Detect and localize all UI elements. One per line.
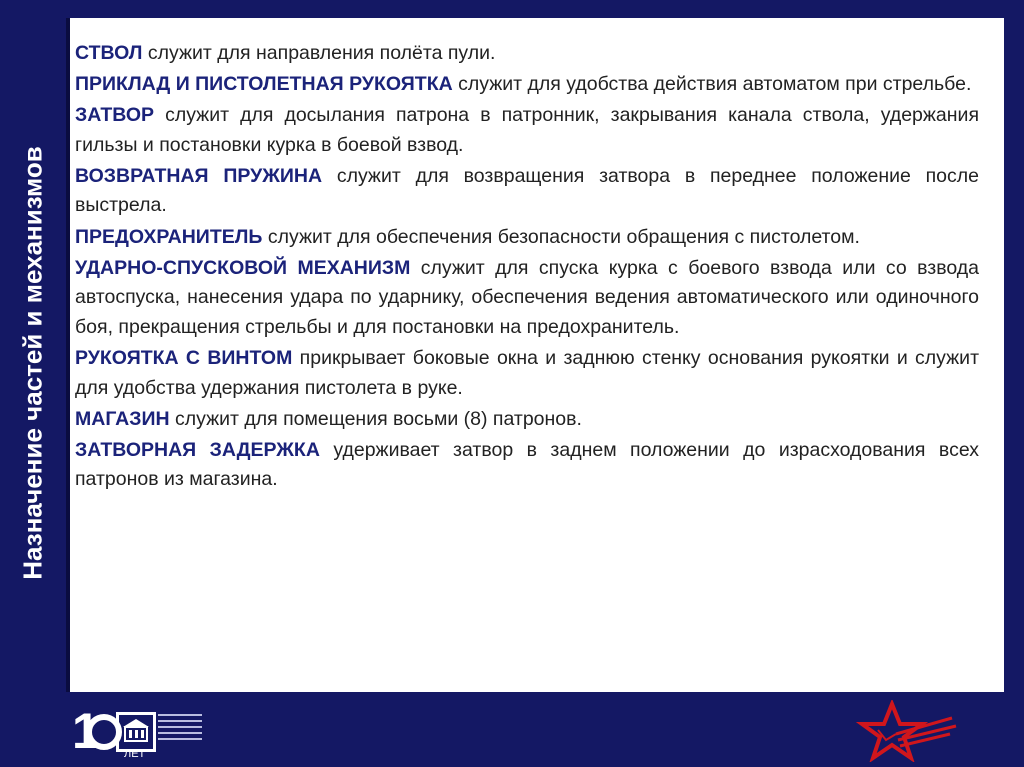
list-item bbox=[75, 344, 979, 403]
part-description: служит для возвращения затвора в переднее положение после выстрела. bbox=[75, 164, 979, 217]
part-name: ЗАТВОР bbox=[75, 104, 155, 127]
building-seal-icon bbox=[116, 712, 156, 752]
red-star-emblem bbox=[852, 700, 962, 762]
part-description: служит для досылания патрона в патронник, закрывания канала ствола, удержания гильзы и постановки курка в боевой взвод. bbox=[75, 104, 979, 156]
part-name: ПРЕДОХРАНИТЕЛЬ bbox=[75, 225, 263, 248]
part-name: ВОЗВРАТНАЯ ПРУЖИНА bbox=[75, 164, 323, 187]
part-name: ПРИКЛАД И ПИСТОЛЕТНАЯ РУКОЯТКА bbox=[75, 73, 453, 96]
logo-caption-lines bbox=[158, 714, 202, 744]
part-description: удерживает затвор в заднем положении до израсходования всех патронов из магазина. bbox=[75, 438, 979, 491]
star-icon bbox=[852, 700, 962, 762]
content-panel bbox=[66, 18, 1004, 692]
part-description: служит для направления полёта пули. bbox=[142, 42, 496, 64]
part-name: МАГАЗИН bbox=[75, 407, 170, 430]
part-name: РУКОЯТКА С ВИНТОМ bbox=[75, 346, 293, 369]
description-list bbox=[75, 39, 979, 496]
part-description: служит для удобства действия автоматом при стрельбе. bbox=[452, 73, 972, 96]
part-description: служит для помещения восьми (8) патронов. bbox=[169, 407, 582, 430]
list-item bbox=[75, 101, 979, 160]
side-bar bbox=[0, 0, 66, 692]
part-name: УДАРНО-СПУСКОВОЙ МЕХАНИЗМ bbox=[75, 256, 411, 279]
slide-title: Назначение частей и механизмов bbox=[17, 146, 48, 580]
list-item bbox=[75, 39, 979, 69]
university-anniversary-logo bbox=[72, 703, 168, 764]
part-name: СТВОЛ bbox=[75, 42, 143, 64]
list-item bbox=[75, 254, 979, 343]
list-item bbox=[75, 162, 979, 221]
part-description: служит для спуска курка с боевого взвода или со взвода автоспуска, нанесения удара по ударнику, обеспечения ведения автоматического или одиночного боя, прекращения стрельбы и для постановки на предохранитель. bbox=[75, 256, 979, 338]
list-item bbox=[75, 70, 979, 100]
logo-years: ЛЕТ bbox=[124, 748, 146, 760]
part-description: прикрывает боковые окна и заднюю стенку основания рукоятки и служит для удобства удержания пистолета в руке. bbox=[75, 346, 980, 399]
part-description: служит для обеспечения безопасности обращения с пистолетом. bbox=[262, 225, 860, 248]
list-item bbox=[75, 405, 979, 435]
list-item bbox=[75, 223, 979, 253]
list-item bbox=[75, 436, 979, 495]
part-name: ЗАТВОРНАЯ ЗАДЕРЖКА bbox=[75, 438, 320, 461]
logo-digits: 1 bbox=[72, 703, 94, 759]
